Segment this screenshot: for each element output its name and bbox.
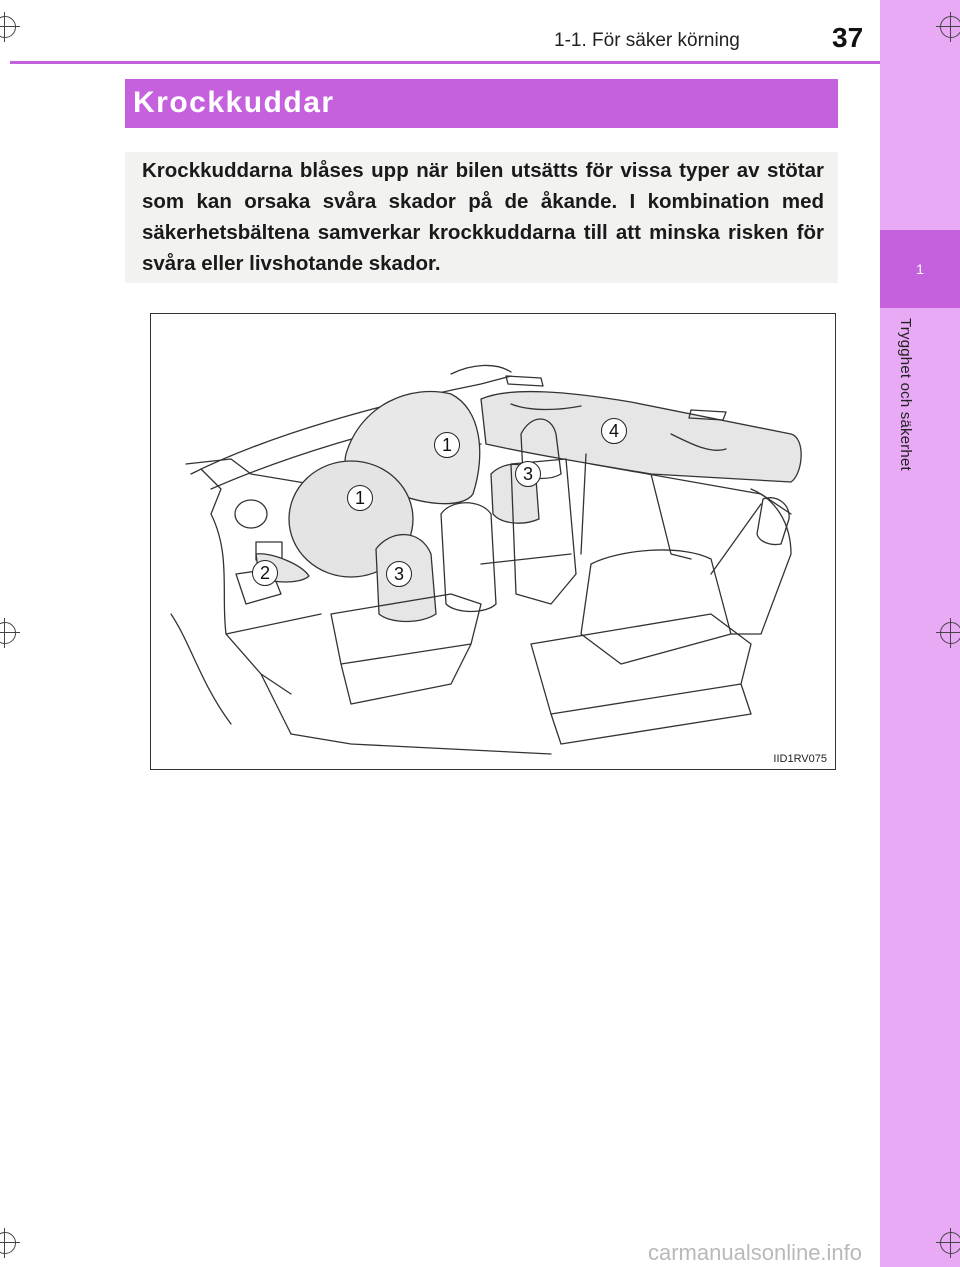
registration-mark-icon: [940, 16, 960, 38]
registration-mark-icon: [940, 622, 960, 644]
chapter-label: Trygghet och säkerhet: [897, 318, 914, 471]
car-interior-drawing: [151, 314, 835, 769]
callout-3-front: 3: [386, 561, 412, 587]
chapter-number: 1: [880, 230, 960, 308]
page-number: 37: [832, 22, 864, 53]
callout-1-upper: 1: [434, 432, 460, 458]
watermark: carmanualsonline.info: [648, 1240, 863, 1265]
registration-mark-icon: [0, 1232, 16, 1254]
header-section: 1-1. För säker körning: [554, 30, 740, 51]
figure-code: IID1RV075: [773, 753, 827, 765]
section-title-bar: [125, 79, 838, 128]
airbag-illustration: [150, 313, 836, 770]
registration-mark-icon: [0, 622, 16, 644]
intro-box: [125, 152, 838, 283]
registration-mark-icon: [0, 16, 16, 38]
callout-1-lower: 1: [347, 485, 373, 511]
registration-mark-icon: [940, 1232, 960, 1254]
callout-2: 2: [252, 560, 278, 586]
callout-4: 4: [601, 418, 627, 444]
header-rule: [10, 61, 880, 64]
intro-text: Krockkuddarna blåses upp när bilen utsätts för vissa typer av stötar som kan orsaka svåra skador på de åkande. I kombination med säkerhetsbältena samverkar krockkuddarna till att minska risken för svåra eller livshotande skador.: [142, 159, 824, 275]
section-title: Krockkuddar: [133, 86, 335, 119]
callout-3-side: 3: [515, 461, 541, 487]
